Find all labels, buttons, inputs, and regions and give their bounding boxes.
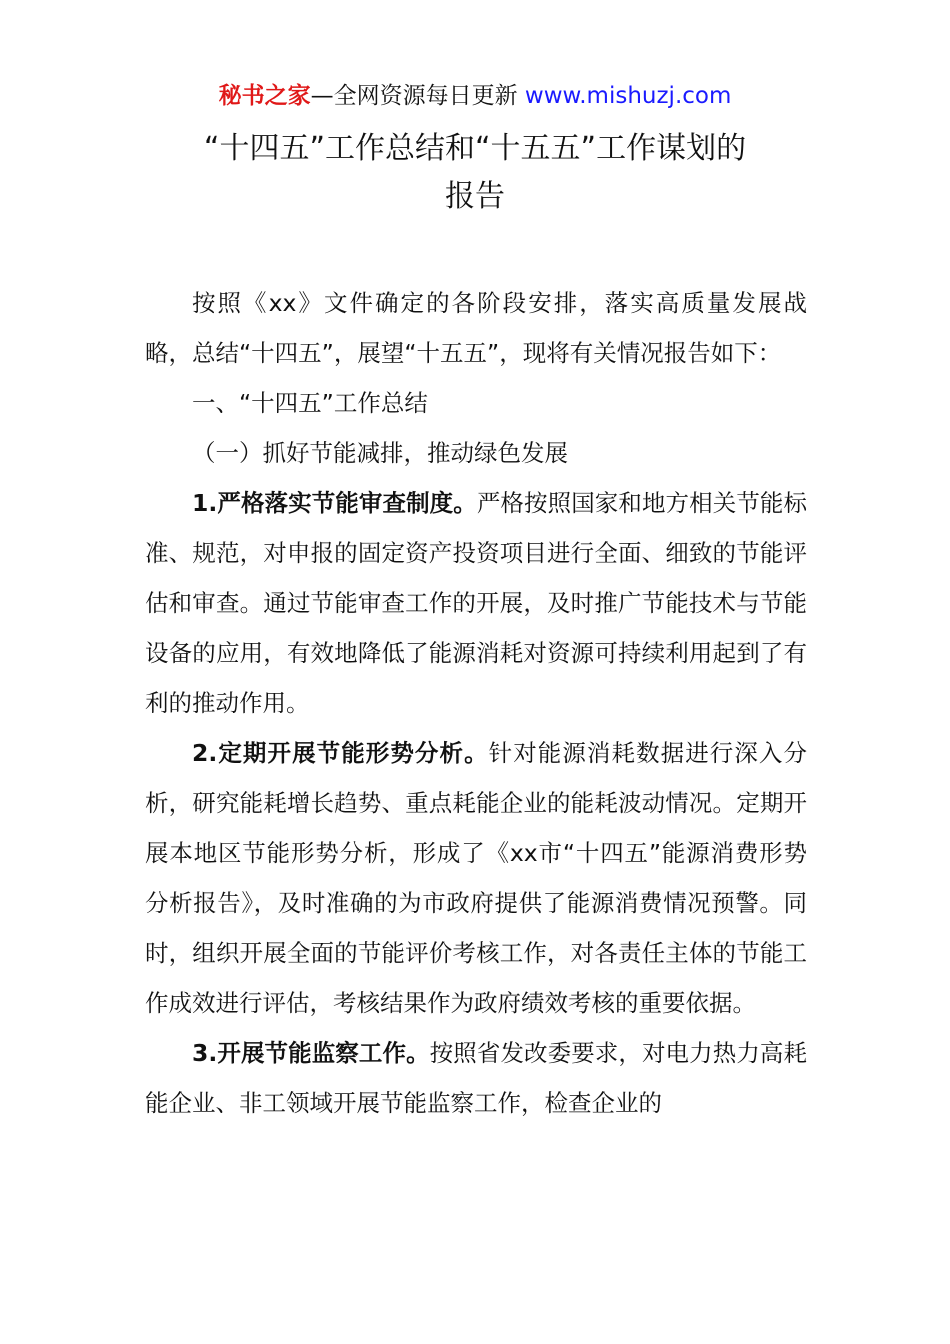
item-3-lead: 3.开展节能监察工作。 [192, 1039, 430, 1067]
item-2-lead: 2.定期开展节能形势分析。 [192, 739, 489, 767]
item-paragraph-3 [145, 1028, 807, 1128]
intro-paragraph: 按照《xx》文件确定的各阶段安排，落实高质量发展战略，总结“十四五”，展望“十五五”，现将有关情况报告如下： [145, 289, 807, 367]
item-1-lead: 1.严格落实节能审查制度。 [192, 489, 477, 517]
site-url[interactable]: www.mishuzj.com [524, 83, 732, 109]
document-title [120, 125, 830, 221]
title-line-2: 报告 [445, 179, 505, 214]
item-1-text: 严格按照国家和地方相关节能标准、规范，对申报的固定资产投资项目进行全面、细致的节能评估和审查。通过节能审查工作的开展，及时推广节能技术与节能设备的应用，有效地降低了能源消耗对资源可持续利用起到了有利的推动作用。 [145, 489, 807, 717]
document-body [145, 278, 807, 1128]
item-paragraph-2 [145, 728, 807, 1028]
site-tagline: —全网资源每日更新 [310, 83, 525, 109]
item-3-text: 按照省发改委要求，对电力热力高耗能企业、非工领域开展节能监察工作，检查企业的 [145, 1039, 808, 1117]
section-heading-1: 一、“十四五”工作总结 [192, 389, 428, 417]
subsection-heading-1: （一）抓好节能减排，推动绿色发展 [192, 439, 568, 467]
item-2-text: 针对能源消耗数据进行深入分析，研究能耗增长趋势、重点耗能企业的能耗波动情况。定期开展本地区节能形势分析，形成了《xx市“十四五”能源消费形势分析报告》，及时准确的为市政府提供了能源消费情况预警。同时，组织开展全面的节能评价考核工作，对各责任主体的节能工作成效进行评估，考核结果作为政府绩效考核的重要依据。 [145, 739, 807, 1017]
site-brand: 秘书之家 [218, 83, 311, 109]
title-line-1: “十四五”工作总结和“十五五”工作谋划的 [203, 131, 747, 166]
item-paragraph-1 [145, 478, 807, 728]
site-header [0, 80, 950, 112]
